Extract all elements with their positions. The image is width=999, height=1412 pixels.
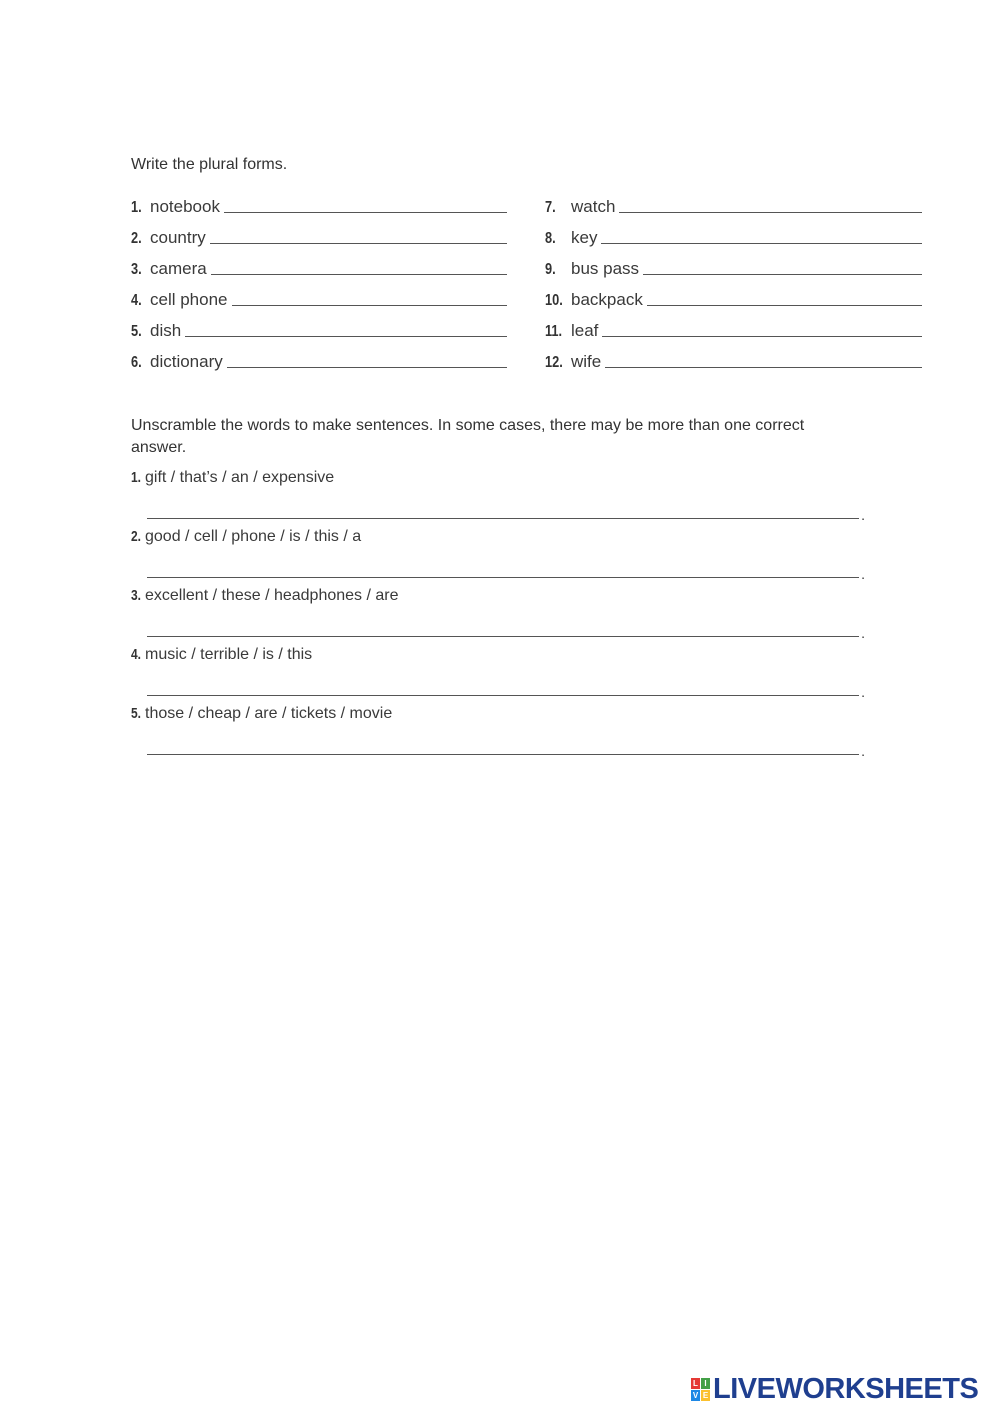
- item-word: backpack: [571, 290, 643, 309]
- plural-forms-title: Write the plural forms.: [131, 156, 288, 173]
- item-word: bus pass: [571, 259, 640, 278]
- answer-blank[interactable]: [605, 367, 922, 368]
- plural-item: [131, 186, 507, 217]
- item-number: 2.: [131, 528, 142, 545]
- plural-item: [545, 341, 922, 372]
- item-number: 5.: [131, 705, 142, 722]
- period: .: [861, 743, 865, 759]
- unscramble-item: [131, 705, 871, 759]
- scrambled-words: music / terrible / is / this: [145, 646, 313, 663]
- sentence-answer-line[interactable]: [147, 682, 865, 700]
- period: .: [861, 684, 865, 700]
- item-number: 11.: [545, 323, 563, 340]
- liveworksheets-logo: [691, 1373, 978, 1406]
- answer-blank[interactable]: [232, 305, 507, 306]
- sentence-answer-line[interactable]: [147, 741, 865, 759]
- answer-blank[interactable]: [211, 274, 507, 275]
- item-word: notebook: [150, 197, 220, 216]
- period: .: [861, 566, 865, 582]
- item-number: 4.: [131, 292, 142, 309]
- scrambled-words: those / cheap / are / tickets / movie: [145, 705, 393, 722]
- sentence-answer-line[interactable]: [147, 564, 865, 582]
- scrambled-words: good / cell / phone / is / this / a: [145, 528, 362, 545]
- logo-text: LIVEWORKSHEETS: [713, 1373, 979, 1405]
- plural-item: [131, 341, 507, 372]
- item-number: 8.: [545, 230, 556, 247]
- plural-item: [131, 217, 507, 248]
- item-number: 4.: [131, 646, 142, 663]
- item-number: 3.: [131, 261, 142, 278]
- plural-column-right: [545, 186, 922, 372]
- item-word: leaf: [571, 321, 599, 340]
- plural-item: [131, 248, 507, 279]
- period: .: [861, 507, 865, 523]
- logo-mark-letter: V: [692, 1391, 699, 1400]
- item-number: 1.: [131, 469, 142, 486]
- unscramble-item: [131, 587, 871, 641]
- plural-item: [131, 279, 507, 310]
- item-number: 9.: [545, 261, 556, 278]
- logo-mark-letter: E: [702, 1391, 709, 1400]
- item-number: 5.: [131, 323, 142, 340]
- period: .: [861, 625, 865, 641]
- sentence-answer-line[interactable]: [147, 623, 865, 641]
- unscramble-item: [131, 528, 871, 582]
- item-number: 7.: [545, 199, 556, 216]
- unscramble-instructions: Unscramble the words to make sentences. In some cases, there may be more than one correct answer.: [131, 417, 805, 456]
- item-number: 1.: [131, 199, 142, 216]
- plural-item: [545, 217, 922, 248]
- answer-blank[interactable]: [227, 367, 507, 368]
- plural-item: [545, 279, 922, 310]
- answer-blank[interactable]: [601, 243, 922, 244]
- item-word: watch: [571, 197, 616, 216]
- answer-blank[interactable]: [210, 243, 507, 244]
- answer-blank[interactable]: [619, 212, 922, 213]
- scrambled-words: gift / that’s / an / expensive: [145, 469, 335, 486]
- item-word: camera: [150, 259, 207, 278]
- answer-blank[interactable]: [643, 274, 922, 275]
- logo-mark-letter: L: [691, 1378, 700, 1389]
- answer-blank[interactable]: [602, 336, 922, 337]
- plural-item: [131, 310, 507, 341]
- item-word: country: [150, 228, 206, 247]
- answer-blank[interactable]: [647, 305, 922, 306]
- item-number: 3.: [131, 587, 142, 604]
- item-word: dish: [150, 321, 182, 340]
- item-word: cell phone: [150, 290, 228, 309]
- logo-mark-icon: [691, 1378, 710, 1401]
- item-word: wife: [571, 352, 602, 371]
- item-number: 2.: [131, 230, 142, 247]
- item-number: 10.: [545, 292, 563, 309]
- plural-item: [545, 310, 922, 341]
- answer-blank[interactable]: [185, 336, 507, 337]
- item-word: key: [571, 228, 598, 247]
- logo-mark-letter: I: [701, 1378, 710, 1389]
- item-word: dictionary: [150, 352, 223, 371]
- sentence-answer-line[interactable]: [147, 505, 865, 523]
- plural-item: [545, 248, 922, 279]
- unscramble-item: [131, 646, 871, 700]
- unscramble-item: [131, 469, 871, 523]
- answer-blank[interactable]: [224, 212, 507, 213]
- plural-item: [545, 186, 922, 217]
- item-number: 12.: [545, 354, 563, 371]
- item-number: 6.: [131, 354, 142, 371]
- plural-column-left: [131, 186, 507, 372]
- scrambled-words: excellent / these / headphones / are: [145, 587, 399, 604]
